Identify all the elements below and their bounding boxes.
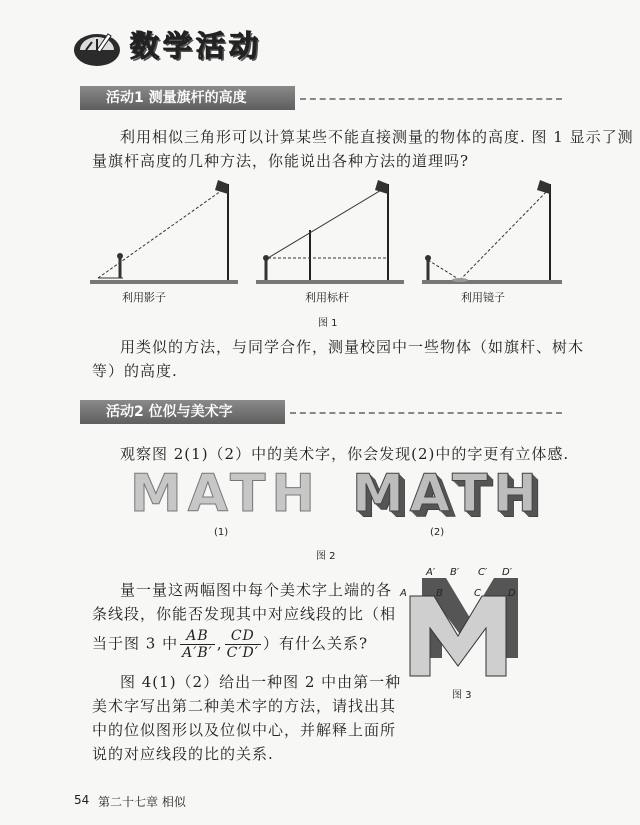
figure1-caption: 图 1: [318, 318, 338, 329]
figure2-caption: 图 2: [316, 551, 336, 562]
activity1-task-line1: 用类似的方法，与同学合作，测量校园中一些物体（如旗杆、树木: [120, 338, 585, 356]
point-a-prime: A′: [426, 567, 436, 578]
point-b: B: [436, 588, 443, 599]
question-line3: [92, 628, 368, 661]
activity1-divider: [300, 98, 562, 100]
pencil-ruler-icon: [72, 24, 122, 68]
para2-line4: 说的对应线段的比的关系.: [92, 745, 274, 763]
method-label-shadow: 利用影子: [122, 291, 166, 304]
figure2-sublabel-2: (2): [430, 527, 445, 538]
figure3-caption: 图 3: [452, 690, 472, 701]
point-d-prime: D′: [502, 567, 512, 578]
figure3: [398, 566, 518, 701]
ratio-separator: ,: [216, 634, 223, 653]
question-line3-post: ）有什么关系?: [262, 634, 368, 653]
question-line1: 量一量这两幅图中每个美术字上端的各: [120, 581, 393, 599]
question-line2: 条线段，你能否发现其中对应线段的比（相: [92, 605, 397, 623]
figure1-illustration: [88, 172, 568, 292]
para2-line2: 美术字写出第二种美术字的方法，请找出其: [92, 697, 397, 715]
method-label-mirror: 利用镜子: [461, 291, 505, 304]
page-title: 数学活动: [130, 29, 263, 63]
page-number: 54: [74, 793, 90, 807]
mirror-method-diagram: [422, 180, 562, 284]
art-word-3d: MATH: [352, 464, 543, 524]
figure3-3d-m: [398, 566, 518, 686]
point-c: C: [474, 588, 481, 599]
method-label-pole: 利用标杆: [305, 291, 349, 304]
question-line3-pre: 当于图 3 中: [92, 634, 179, 653]
header-icon: [72, 24, 122, 68]
ratio-cd: [225, 628, 261, 661]
point-b-prime: B′: [450, 567, 460, 578]
ratio-cd-denominator: C′D′: [226, 645, 259, 661]
activity1-task-line2: 等）的高度.: [92, 362, 178, 380]
shadow-method-diagram: [90, 180, 238, 284]
point-c-prime: C′: [478, 567, 488, 578]
para2-line3: 中的位似图形以及位似中心，并解释上面所: [92, 721, 397, 739]
activity1-intro-line1: 利用相似三角形可以计算某些不能直接测量的物体的高度. 图 1 显示了测: [120, 128, 634, 146]
activity2-intro: 观察图 2(1)（2）中的美术字，你会发现(2)中的字更有立体感.: [120, 445, 570, 463]
point-a: A: [400, 588, 407, 599]
ratio-cd-numerator: CD: [225, 628, 261, 645]
activity1-intro-line2: 量旗杆高度的几种方法，你能说出各种方法的道理吗?: [92, 152, 470, 170]
chapter-title: 第二十七章 相似: [98, 795, 186, 809]
ratio-ab-denominator: A′B′: [182, 645, 213, 661]
ratio-ab: [180, 628, 215, 661]
activity2-bar: 活动2 位似与美术字: [80, 400, 285, 424]
activity2-divider: [290, 412, 562, 414]
pole-method-diagram: [256, 180, 404, 284]
para2-line1: 图 4(1)（2）给出一种图 2 中由第一种: [120, 673, 402, 691]
point-d: D: [508, 588, 516, 599]
art-word-flat: MATH: [130, 464, 321, 524]
activity1-bar: 活动1 测量旗杆的高度: [80, 86, 295, 110]
figure2-sublabel-1: (1): [214, 527, 229, 538]
ratio-ab-numerator: AB: [180, 628, 215, 645]
